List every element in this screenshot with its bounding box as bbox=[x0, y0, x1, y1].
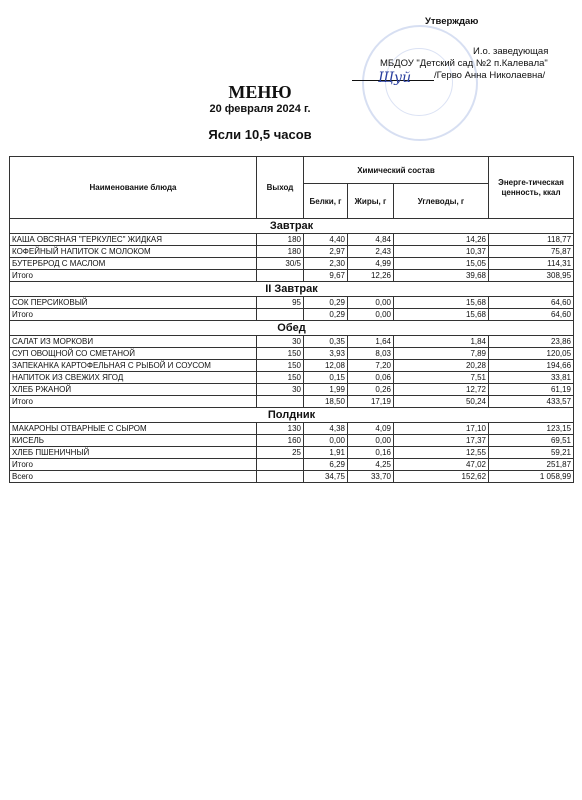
section-title: Завтрак bbox=[10, 219, 574, 234]
section-header-row bbox=[10, 282, 574, 297]
dish-fat: 1,64 bbox=[348, 336, 394, 348]
dish-fat: 0,16 bbox=[348, 447, 394, 459]
dish-yield: 30 bbox=[257, 384, 304, 396]
dish-protein: 4,38 bbox=[304, 423, 348, 435]
header-chemical-composition: Химический состав bbox=[304, 157, 489, 184]
total-yield bbox=[257, 270, 304, 282]
section-header-row bbox=[10, 321, 574, 336]
page-title: МЕНЮ bbox=[228, 82, 292, 102]
approval-name: /Герво Анна Николаевна/ bbox=[434, 70, 546, 81]
group-name: Ясли 10,5 часов bbox=[208, 127, 312, 142]
dish-energy: 114,31 bbox=[489, 258, 574, 270]
dish-energy: 59,21 bbox=[489, 447, 574, 459]
total-label: Итого bbox=[10, 459, 257, 471]
grand-total-carbs: 152,62 bbox=[394, 471, 489, 483]
section-header-row bbox=[10, 219, 574, 234]
dish-energy: 69,51 bbox=[489, 435, 574, 447]
section-total-row bbox=[10, 396, 574, 408]
dish-carbs: 17,10 bbox=[394, 423, 489, 435]
dish-yield: 30/5 bbox=[257, 258, 304, 270]
total-yield bbox=[257, 309, 304, 321]
dish-name: ЗАПЕКАНКА КАРТОФЕЛЬНАЯ С РЫБОЙ И СОУСОМ bbox=[10, 360, 257, 372]
dish-fat: 2,43 bbox=[348, 246, 394, 258]
dish-yield: 130 bbox=[257, 423, 304, 435]
dish-carbs: 15,05 bbox=[394, 258, 489, 270]
total-fat: 12,26 bbox=[348, 270, 394, 282]
dish-carbs: 10,37 bbox=[394, 246, 489, 258]
dish-row bbox=[10, 234, 574, 246]
dish-carbs: 1,84 bbox=[394, 336, 489, 348]
grand-total-energy: 1 058,99 bbox=[489, 471, 574, 483]
dish-yield: 95 bbox=[257, 297, 304, 309]
total-label: Итого bbox=[10, 396, 257, 408]
total-protein: 6,29 bbox=[304, 459, 348, 471]
total-carbs: 39,68 bbox=[394, 270, 489, 282]
dish-energy: 123,15 bbox=[489, 423, 574, 435]
menu-date: 20 февраля 2024 г. bbox=[209, 103, 311, 115]
dish-fat: 0,00 bbox=[348, 435, 394, 447]
dish-name: НАПИТОК ИЗ СВЕЖИХ ЯГОД bbox=[10, 372, 257, 384]
dish-name: СУП ОВОЩНОЙ СО СМЕТАНОЙ bbox=[10, 348, 257, 360]
section-total-row bbox=[10, 459, 574, 471]
total-fat: 0,00 bbox=[348, 309, 394, 321]
total-protein: 9,67 bbox=[304, 270, 348, 282]
dish-name: КИСЕЛЬ bbox=[10, 435, 257, 447]
header-protein: Белки, г bbox=[304, 184, 348, 219]
dish-row bbox=[10, 336, 574, 348]
dish-protein: 0,00 bbox=[304, 435, 348, 447]
dish-energy: 118,77 bbox=[489, 234, 574, 246]
total-energy: 308,95 bbox=[489, 270, 574, 282]
dish-row bbox=[10, 246, 574, 258]
header-yield: Выход bbox=[257, 157, 304, 219]
dish-row bbox=[10, 447, 574, 459]
total-energy: 251,87 bbox=[489, 459, 574, 471]
dish-energy: 194,66 bbox=[489, 360, 574, 372]
dish-row bbox=[10, 297, 574, 309]
total-energy: 64,60 bbox=[489, 309, 574, 321]
approval-organization: МБДОУ "Детский сад №2 п.Калевала" bbox=[380, 58, 548, 69]
approval-signature: Щуй bbox=[378, 70, 412, 86]
total-protein: 18,50 bbox=[304, 396, 348, 408]
dish-carbs: 15,68 bbox=[394, 297, 489, 309]
dish-row bbox=[10, 360, 574, 372]
dish-fat: 0,26 bbox=[348, 384, 394, 396]
dish-name: МАКАРОНЫ ОТВАРНЫЕ С СЫРОМ bbox=[10, 423, 257, 435]
total-label: Итого bbox=[10, 270, 257, 282]
dish-protein: 1,91 bbox=[304, 447, 348, 459]
dish-fat: 7,20 bbox=[348, 360, 394, 372]
dish-name: ХЛЕБ ПШЕНИЧНЫЙ bbox=[10, 447, 257, 459]
header-dish-name: Наименование блюда bbox=[10, 157, 257, 219]
header-fat: Жиры, г bbox=[348, 184, 394, 219]
dish-protein: 3,93 bbox=[304, 348, 348, 360]
dish-carbs: 14,26 bbox=[394, 234, 489, 246]
dish-row bbox=[10, 372, 574, 384]
dish-yield: 25 bbox=[257, 447, 304, 459]
dish-carbs: 17,37 bbox=[394, 435, 489, 447]
total-label: Итого bbox=[10, 309, 257, 321]
dish-protein: 0,29 bbox=[304, 297, 348, 309]
dish-protein: 4,40 bbox=[304, 234, 348, 246]
section-title: Обед bbox=[10, 321, 574, 336]
grand-total-fat: 33,70 bbox=[348, 471, 394, 483]
dish-fat: 4,99 bbox=[348, 258, 394, 270]
total-carbs: 15,68 bbox=[394, 309, 489, 321]
dish-fat: 4,84 bbox=[348, 234, 394, 246]
grand-total-yield bbox=[257, 471, 304, 483]
dish-carbs: 12,55 bbox=[394, 447, 489, 459]
dish-yield: 180 bbox=[257, 234, 304, 246]
grand-total-row bbox=[10, 471, 574, 483]
dish-energy: 75,87 bbox=[489, 246, 574, 258]
dish-yield: 150 bbox=[257, 372, 304, 384]
dish-carbs: 12,72 bbox=[394, 384, 489, 396]
dish-protein: 0,15 bbox=[304, 372, 348, 384]
dish-protein: 2,30 bbox=[304, 258, 348, 270]
dish-carbs: 7,51 bbox=[394, 372, 489, 384]
dish-row bbox=[10, 348, 574, 360]
header-energy: Энерге-тическая ценность, ккал bbox=[489, 157, 574, 219]
dish-name: ХЛЕБ РЖАНОЙ bbox=[10, 384, 257, 396]
menu-table bbox=[9, 156, 574, 483]
section-header-row bbox=[10, 408, 574, 423]
dish-name: КОФЕЙНЫЙ НАПИТОК С МОЛОКОМ bbox=[10, 246, 257, 258]
dish-yield: 150 bbox=[257, 360, 304, 372]
approval-position: И.о. заведующая bbox=[473, 46, 549, 57]
dish-name: КАША ОВСЯНАЯ "ГЕРКУЛЕС" ЖИДКАЯ bbox=[10, 234, 257, 246]
section-title: II Завтрак bbox=[10, 282, 574, 297]
dish-energy: 64,60 bbox=[489, 297, 574, 309]
dish-yield: 150 bbox=[257, 348, 304, 360]
section-title: Полдник bbox=[10, 408, 574, 423]
dish-yield: 180 bbox=[257, 246, 304, 258]
total-carbs: 50,24 bbox=[394, 396, 489, 408]
section-total-row bbox=[10, 270, 574, 282]
total-fat: 4,25 bbox=[348, 459, 394, 471]
dish-protein: 0,35 bbox=[304, 336, 348, 348]
section-total-row bbox=[10, 309, 574, 321]
dish-row bbox=[10, 258, 574, 270]
grand-total-protein: 34,75 bbox=[304, 471, 348, 483]
total-carbs: 47,02 bbox=[394, 459, 489, 471]
dish-fat: 0,06 bbox=[348, 372, 394, 384]
dish-energy: 120,05 bbox=[489, 348, 574, 360]
header-carbs: Углеводы, г bbox=[394, 184, 489, 219]
dish-energy: 23,86 bbox=[489, 336, 574, 348]
dish-yield: 160 bbox=[257, 435, 304, 447]
dish-row bbox=[10, 423, 574, 435]
total-protein: 0,29 bbox=[304, 309, 348, 321]
dish-carbs: 7,89 bbox=[394, 348, 489, 360]
dish-fat: 8,03 bbox=[348, 348, 394, 360]
dish-carbs: 20,28 bbox=[394, 360, 489, 372]
dish-row bbox=[10, 435, 574, 447]
dish-row bbox=[10, 384, 574, 396]
grand-total-label: Всего bbox=[10, 471, 257, 483]
dish-yield: 30 bbox=[257, 336, 304, 348]
total-fat: 17,19 bbox=[348, 396, 394, 408]
total-yield bbox=[257, 459, 304, 471]
menu-table-body bbox=[10, 219, 574, 483]
dish-name: СОК ПЕРСИКОВЫЙ bbox=[10, 297, 257, 309]
dish-protein: 2,97 bbox=[304, 246, 348, 258]
dish-name: БУТЕРБРОД С МАСЛОМ bbox=[10, 258, 257, 270]
dish-energy: 33,81 bbox=[489, 372, 574, 384]
dish-fat: 4,09 bbox=[348, 423, 394, 435]
total-energy: 433,57 bbox=[489, 396, 574, 408]
dish-fat: 0,00 bbox=[348, 297, 394, 309]
total-yield bbox=[257, 396, 304, 408]
dish-name: САЛАТ ИЗ МОРКОВИ bbox=[10, 336, 257, 348]
dish-protein: 1,99 bbox=[304, 384, 348, 396]
dish-energy: 61,19 bbox=[489, 384, 574, 396]
dish-protein: 12,08 bbox=[304, 360, 348, 372]
approval-heading: Утверждаю bbox=[425, 16, 479, 27]
